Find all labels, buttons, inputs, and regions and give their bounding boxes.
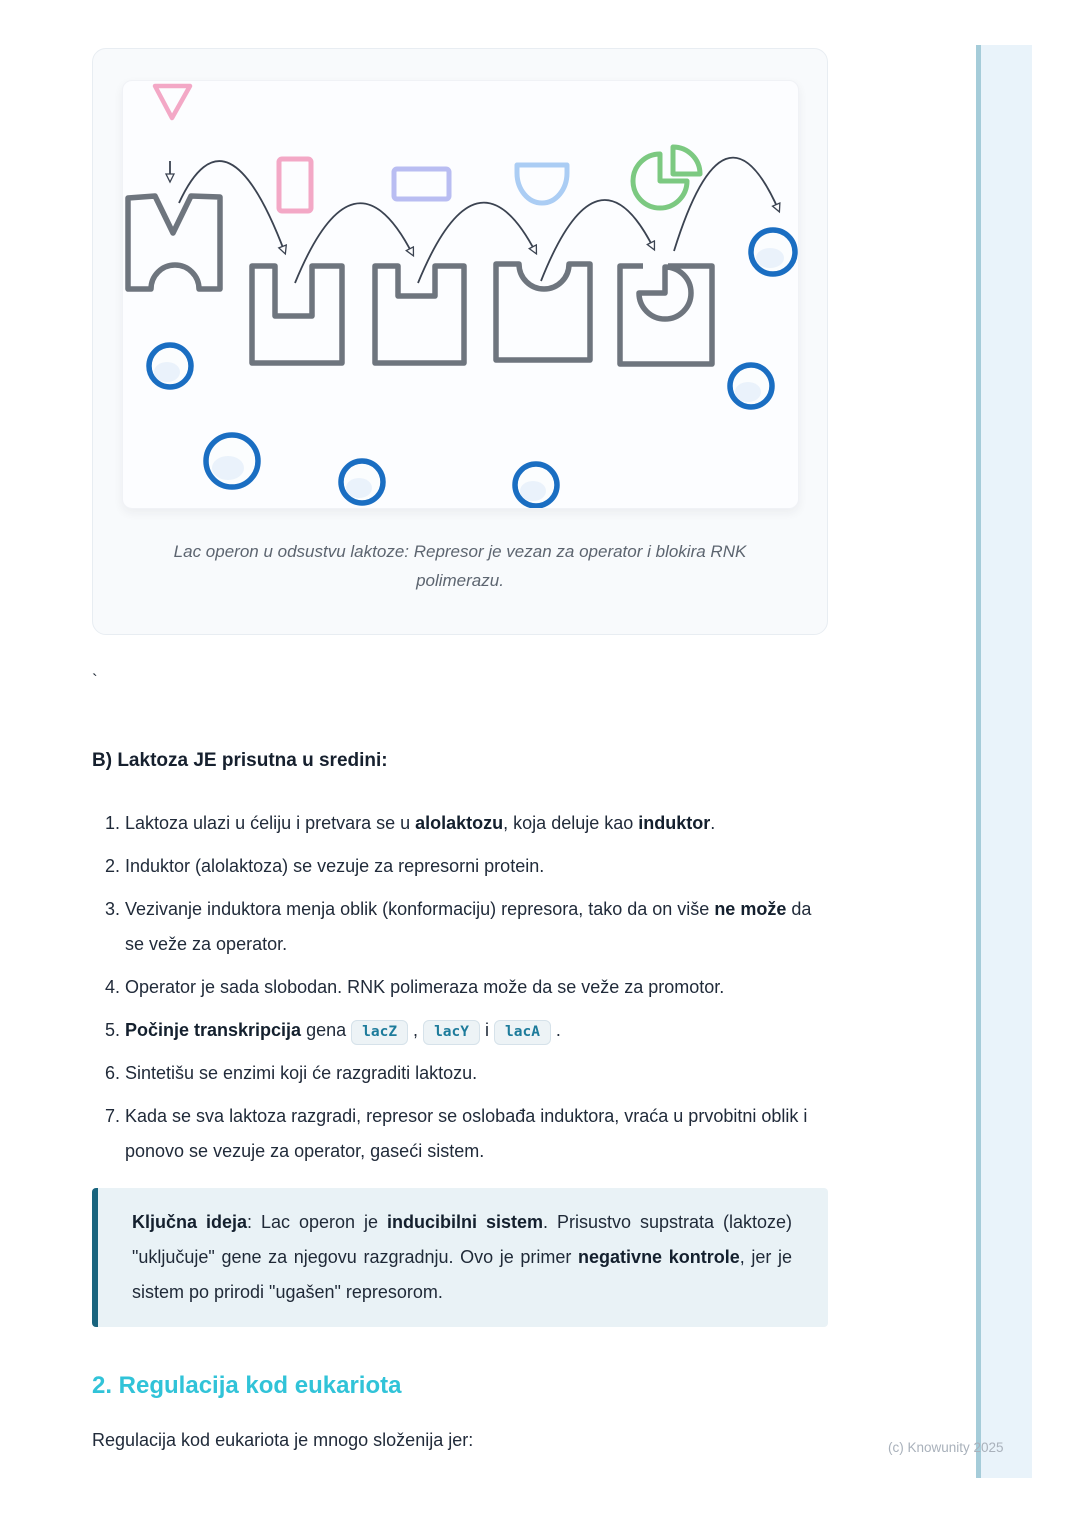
figure-card (92, 48, 828, 635)
key-idea-callout (92, 1188, 828, 1327)
stray-backtick: ` (92, 671, 98, 690)
lac-operon-diagram (122, 80, 799, 509)
operator-rect-icon (394, 169, 449, 199)
substrate-circle (206, 435, 258, 487)
lactose-steps-list (92, 806, 828, 1169)
repressor-protein-shape (128, 196, 220, 289)
hop-arrow-1 (179, 161, 285, 253)
figure-caption: Lac operon u odsustvu laktoze: Represor je vezan za operator i blokira RNK polimerazu. (173, 542, 747, 590)
substrate-circle (341, 461, 383, 503)
key-idea-text: Ključna ideja: Lac operon je inducibilni sistem. Prisustvo supstrata (laktoze) "uključuje" gene za njegovu razgradnju. Ovo je primer negativne kontrole, jer je sistem po prirodi "ugašen" represorom. (132, 1212, 792, 1302)
substrate-circle (730, 365, 772, 407)
copyright-watermark: (c) Knowunity 2025 (888, 1440, 1004, 1455)
gene-code-badge: lacY (423, 1020, 480, 1045)
document-body (92, 0, 828, 1451)
substrate-circle (515, 464, 557, 506)
gene-box-1 (252, 266, 342, 363)
list-item: 5. Počinje transkripcija gena lacZ , lacY i lacA . (125, 1013, 828, 1048)
section-b-heading: B) Laktoza JE prisutna u sredini: (92, 750, 388, 771)
section-2-intro: Regulacija kod eukariota je mnogo složenija jer: (92, 1430, 474, 1450)
substrate-circle (751, 230, 795, 274)
list-item: 2. Induktor (alolaktoza) se vezuje za represorni protein. (125, 849, 828, 884)
list-item: 4. Operator je sada slobodan. RNK polimeraza može da se veže za promotor. (125, 970, 828, 1005)
rna-polymerase-pie-icon (633, 154, 687, 208)
gene-code-badge: lacA (494, 1020, 551, 1045)
hop-arrow-4 (541, 200, 654, 281)
section-2-heading: 2. Regulacija kod eukariota (92, 1372, 402, 1399)
list-item: 6. Sintetišu se enzimi koji će razgraditi laktozu. (125, 1056, 828, 1091)
promoter-dome-icon (517, 165, 567, 203)
gene-code-badge: lacZ (351, 1020, 408, 1045)
inducer-triangle-icon (155, 86, 190, 118)
list-item: 3. Vezivanje induktora menja oblik (konformaciju) represora, tako da on više ne može da se veže za operator. (125, 892, 828, 962)
rna-polymerase-wedge-icon (673, 147, 700, 174)
lac-operon-diagram-svg (123, 81, 798, 508)
allolactose-rect-icon (279, 159, 311, 211)
list-item: 1. Laktoza ulazi u ćeliju i pretvara se u alolaktozu, koja deluje kao induktor. (125, 806, 828, 841)
list-item: 7. Kada se sva laktoza razgradi, represor se oslobađa induktora, vraća u prvobitni oblik i ponovo se vezuje za operator, gaseći sistem. (125, 1099, 828, 1169)
gene-box-4-socket (639, 267, 691, 319)
substrate-circle (149, 345, 191, 387)
decorative-side-strip (976, 45, 1032, 1478)
